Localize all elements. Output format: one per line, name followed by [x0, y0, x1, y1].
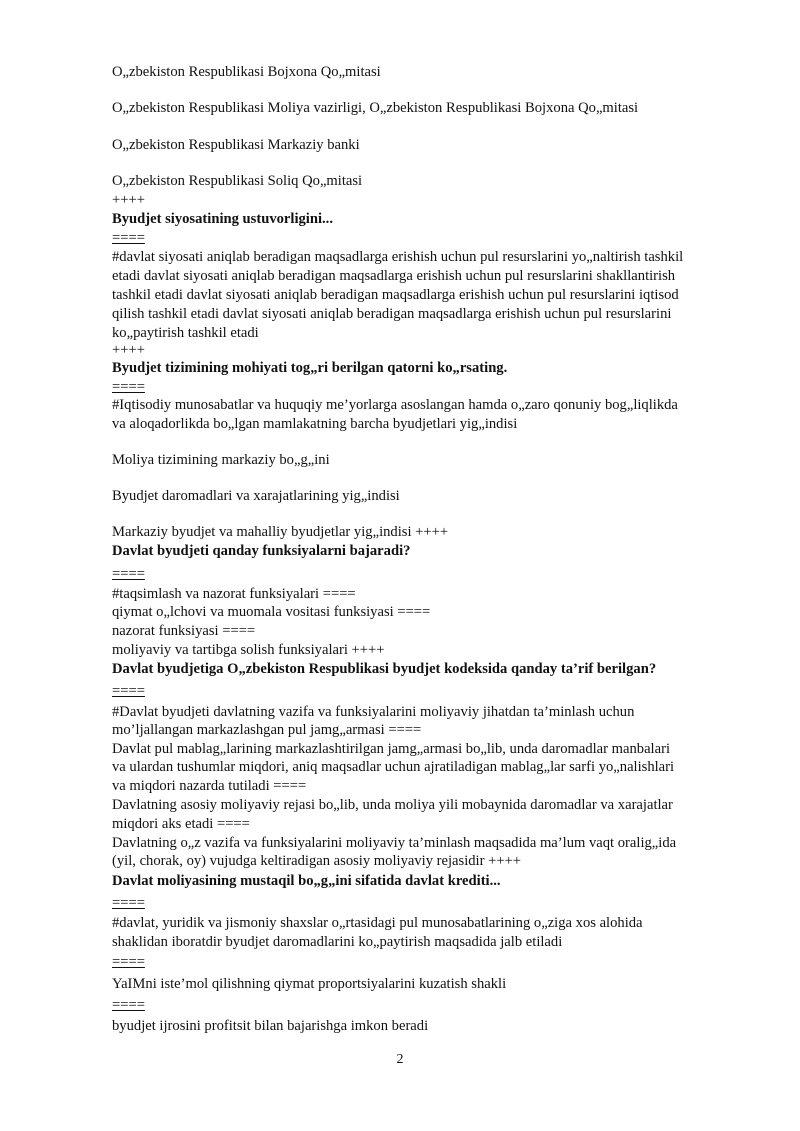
- answer-line: Markaziy byudjet va mahalliy byudjetlar yig„indisi ++++: [112, 524, 449, 540]
- answer-line: Davlatning asosiy moliyaviy rejasi bo„lib, unda moliya yili mobaynida daromadlar va xarajatlar: [112, 797, 673, 813]
- separator-equals: ====: [112, 954, 145, 970]
- separator-plus: ++++: [112, 342, 145, 358]
- answer-line: #davlat, yuridik va jismoniy shaxslar o„rtasidagi pul munosabatlarining o„ziga xos alohida: [112, 915, 643, 931]
- answer-line: tashkil etadi davlat siyosati aniqlab beradigan maqsadlarga erishish uchun pul resurslarini iqtisod: [112, 287, 679, 303]
- answer-line: #Iqtisodiy munosabatlar va huquqiy me’yorlarga asoslangan hamda o„zaro qonuniy bog„liqlikda: [112, 397, 678, 413]
- answer-line: va miqdori nazarda tutiladi ====: [112, 778, 307, 794]
- question-heading: Byudjet siyosatining ustuvorligini...: [112, 211, 333, 227]
- separator-equals: ====: [112, 379, 145, 395]
- answer-line: nazorat funksiyasi ====: [112, 623, 256, 639]
- separator-plus: ++++: [112, 192, 145, 208]
- answer-line: ko„paytirish tashkil etadi: [112, 325, 259, 341]
- answer-line: O„zbekiston Respublikasi Bojxona Qo„mitasi: [112, 64, 381, 80]
- separator-equals: ====: [112, 230, 145, 246]
- answer-line: O„zbekiston Respublikasi Markaziy banki: [112, 137, 360, 153]
- answer-line: mo’ljallangan markazlashgan pul jamg„armasi ====: [112, 722, 422, 738]
- answer-line: Davlatning o„z vazifa va funksiyalarini moliyaviy ta’minlash maqsadida ma’lum vaqt oralig„ida: [112, 835, 677, 851]
- separator-equals: ====: [112, 895, 145, 911]
- separator-equals: ====: [112, 997, 145, 1013]
- answer-line: O„zbekiston Respublikasi Moliya vazirligi, O„zbekiston Respublikasi Bojxona Qo„mitasi: [112, 100, 639, 116]
- separator-equals: ====: [112, 566, 145, 582]
- answer-line: (yil, chorak, oy) vujudga keltiradigan asosiy moliyaviy rejasidir ++++: [112, 853, 522, 869]
- answer-line: qilish tashkil etadi davlat siyosati aniqlab beradigan maqsadlarga erishish uchun pul resurslarini: [112, 306, 672, 322]
- answer-line: Moliya tizimining markaziy bo„g„ini: [112, 452, 330, 468]
- answer-line: byudjet ijrosini profitsit bilan bajarishga imkon beradi: [112, 1018, 429, 1034]
- question-heading: Davlat byudjetiga O„zbekiston Respublikasi byudjet kodeksida qanday ta’rif berilgan?: [112, 661, 657, 677]
- answer-line: #davlat siyosati aniqlab beradigan maqsadlarga erishish uchun pul resurslarini yo„naltirish tashkil: [112, 249, 684, 265]
- answer-line: O„zbekiston Respublikasi Soliq Qo„mitasi: [112, 173, 363, 189]
- question-heading: Davlat moliyasining mustaqil bo„g„ini sifatida davlat krediti...: [112, 873, 501, 889]
- answer-line: Byudjet daromadlari va xarajatlarining yig„indisi: [112, 488, 400, 504]
- answer-line: qiymat o„lchovi va muomala vositasi funksiyasi ====: [112, 604, 431, 620]
- answer-line: #Davlat byudjeti davlatning vazifa va funksiyalarini moliyaviy jihatdan ta’minlash uchun: [112, 704, 635, 720]
- answer-line: #taqsimlash va nazorat funksiyalari ====: [112, 586, 356, 602]
- answer-line: va aloqadorlikda bo„lgan mamlakatning barcha byudjetlari yig„indisi: [112, 416, 518, 432]
- question-heading: Byudjet tizimining mohiyati tog„ri berilgan qatorni ko„rsating.: [112, 360, 508, 376]
- answer-line: moliyaviy va tartibga solish funksiyalari ++++: [112, 642, 385, 658]
- answer-line: YaIMni iste’mol qilishning qiymat proportsiyalarini kuzatish shakli: [112, 976, 507, 992]
- question-heading: Davlat byudjeti qanday funksiyalarni bajaradi?: [112, 543, 411, 559]
- separator-equals: ====: [112, 683, 145, 699]
- answer-line: miqdori aks etadi ====: [112, 816, 250, 832]
- answer-line: etadi davlat siyosati aniqlab beradigan maqsadlarga erishish uchun pul resurslarini shakllantirish: [112, 268, 676, 284]
- answer-line: Davlat pul mablag„larining markazlashtirilgan jamg„armasi bo„lib, unda daromadlar manbalari: [112, 741, 671, 757]
- answer-line: va ulardan tushumlar miqdori, aniq maqsadlar uchun ajratiladigan mablag„lar sarfi yo„nalishlari: [112, 759, 675, 775]
- answer-line: shaklidan iboratdir byudjet daromadlarini ko„paytirish maqsadida jalb etiladi: [112, 934, 563, 950]
- page-number: 2: [396, 1052, 404, 1067]
